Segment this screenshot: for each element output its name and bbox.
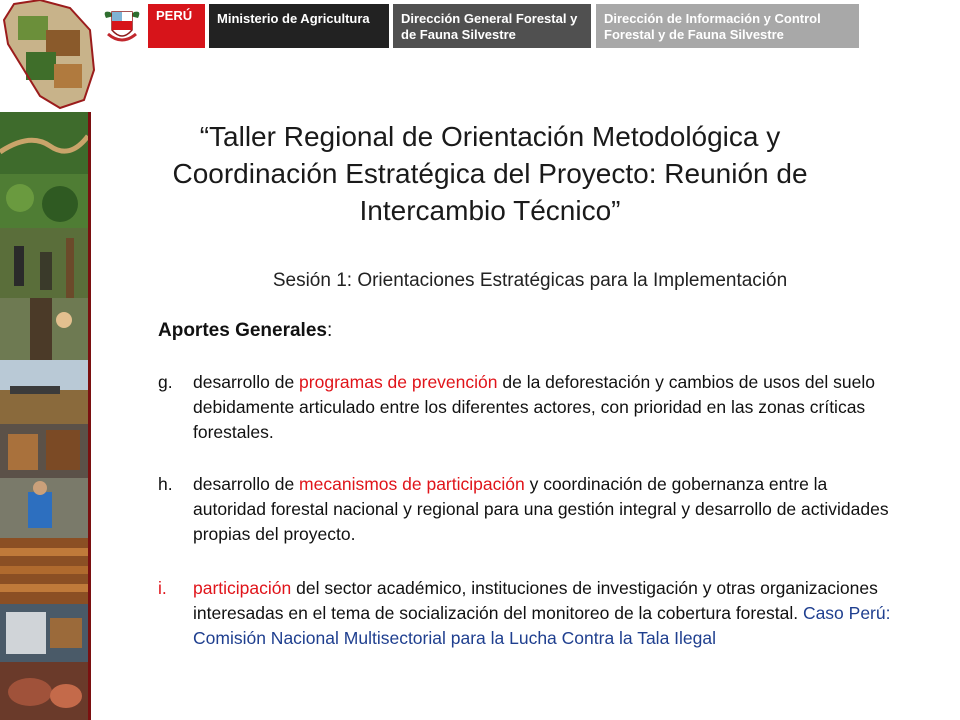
list-marker: h. [158, 474, 173, 494]
list-marker: i. [158, 578, 167, 598]
list-item-i [158, 576, 898, 651]
forest-canopy-photo [0, 174, 88, 228]
page-title: “Taller Regional de Orientación Metodológica y Coordinación Estratégica del Proyecto: Reunión de Intercambio Técnico” [172, 121, 808, 226]
item-body-text: de la deforestación y cambios de usos del suelo debidamente articulado entre los diferentes actores, con prioridad en las zonas críticas forestales. [193, 372, 875, 442]
item-lead-text: desarrollo de [193, 474, 300, 494]
item-highlight: programas de prevención [299, 372, 498, 392]
header-peru-label: PERÚ [148, 4, 205, 48]
header-dgffs-label: Dirección General Forestal y de Fauna Silvestre [393, 4, 591, 48]
list-item-g [158, 370, 898, 445]
river-boats-photo [0, 360, 88, 424]
item-highlight: participación [193, 578, 292, 598]
peru-coat-of-arms-icon [100, 6, 144, 46]
wood-products-photo [0, 662, 88, 720]
section-heading [158, 320, 332, 342]
worker-blue-shirt-photo [0, 478, 88, 538]
container-cargo-photo [0, 604, 88, 662]
tree-measurement-photo [0, 298, 88, 360]
photo-strip-border [88, 112, 91, 720]
peru-map-collage [0, 0, 96, 110]
item-highlight: mecanismos de participación [299, 474, 525, 494]
list-item-h [158, 472, 898, 547]
section-label: Aportes Generales [158, 320, 327, 341]
sawmill-photo [0, 424, 88, 478]
forest-workers-photo [0, 228, 88, 298]
header-ministry-label: Ministerio de Agricultura [209, 4, 389, 48]
item-body-text: del sector académico, instituciones de investigación y otras organizaciones interesadas en el tema de socialización del monitoreo de la cobertura forestal. [193, 578, 878, 623]
item-note-link: Caso Perú: Comisión Nacional Multisectorial para la Lucha Contra la Tala Ilegal [193, 603, 891, 648]
lumber-stack-photo [0, 538, 88, 604]
river-aerial-photo [0, 112, 88, 174]
section-colon: : [326, 320, 333, 341]
session-subtitle: Sesión 1: Orientaciones Estratégicas para la Implementación [272, 270, 788, 291]
item-body-text: y coordinación de gobernanza entre la autoridad forestal nacional y regional para una gestión integral y desarrollo de actividades propias del proyecto. [193, 474, 889, 544]
item-lead-text: desarrollo de [193, 372, 300, 392]
header-dic-label: Dirección de Información y Control Forestal y de Fauna Silvestre [596, 4, 859, 48]
list-marker: g. [158, 372, 173, 392]
photo-strip [0, 112, 88, 720]
